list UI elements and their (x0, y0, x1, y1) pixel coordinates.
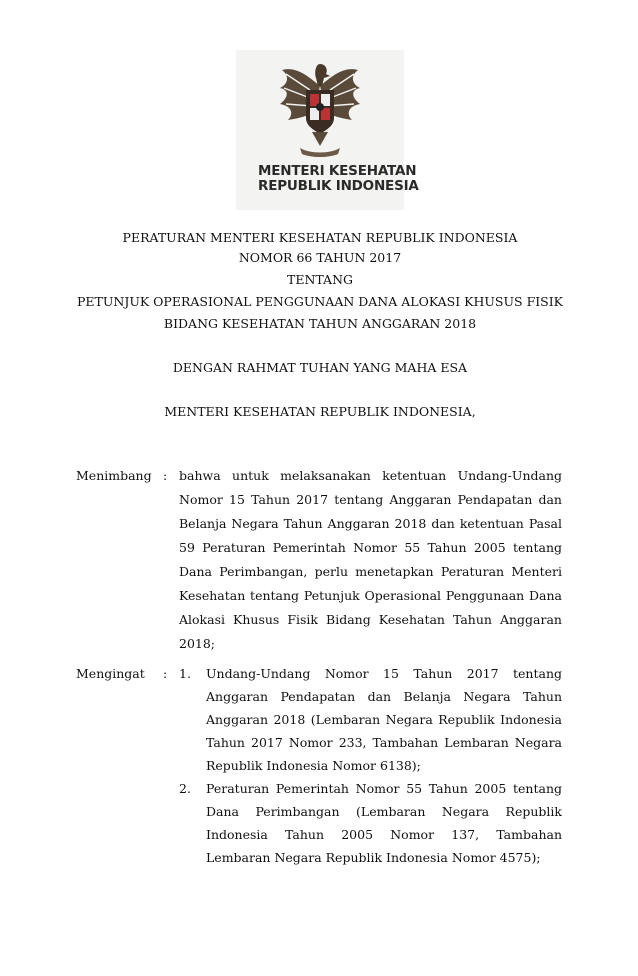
mengingat-item-text: Peraturan Pemerintah Nomor 55 Tahun 2005 tentang Dana Perimbangan (Lembaran Negara Republik Indonesia Tahun 2005 Nomor 137, Tambahan Lembaran Negara Republik Indonesia Nomor 4575); (206, 781, 562, 865)
regulation-issuer: MENTERI KESEHATAN REPUBLIK INDONESIA, (164, 404, 476, 419)
regulation-subject-line1: PETUNJUK OPERASIONAL PENGGUNAAN DANA ALOKASI KHUSUS FISIK (76, 294, 564, 309)
menimbang-colon: : (163, 468, 168, 483)
menimbang-text: bahwa untuk melaksanakan ketentuan Undang-Undang Nomor 15 Tahun 2017 tentang Anggaran Pendapatan dan Belanja Negara Tahun Anggaran 2018 dan ketentuan Pasal 59 Peraturan Pemerintah Nomor 55 Tahun 2005 tentang Dana Perimbangan, perlu menetapkan Peraturan Menteri Kesehatan tentang Petunjuk Operasional Penggunaan Dana Alokasi Khusus Fisik Bidang Kesehatan Tahun Anggaran 2018; (179, 468, 562, 651)
regulation-about: TENTANG (286, 272, 353, 287)
emblem-caption-line1: MENTERI KESEHATAN (258, 163, 417, 179)
ministry-emblem (236, 50, 419, 210)
regulation-title: PERATURAN MENTERI KESEHATAN REPUBLIK INDONESIA (122, 230, 518, 245)
emblem-caption-line2: REPUBLIK INDONESIA (258, 178, 419, 194)
regulation-number: NOMOR 66 TAHUN 2017 (238, 250, 402, 265)
mengingat-label: Mengingat (76, 666, 145, 681)
mengingat-item-number: 1. (179, 666, 191, 681)
menimbang-label: Menimbang (76, 468, 152, 483)
garuda-emblem-icon (270, 56, 370, 160)
mengingat-colon: : (163, 666, 168, 681)
regulation-blessing: DENGAN RAHMAT TUHAN YANG MAHA ESA (172, 360, 468, 375)
emblem-caption (258, 163, 419, 194)
mengingat-item-text: Undang-Undang Nomor 15 Tahun 2017 tentang Anggaran Pendapatan dan Belanja Negara Tahun Anggaran 2018 (Lembaran Negara Republik Indonesia Tahun 2017 Nomor 233, Tambahan Lembaran Negara Republik Indonesia Nomor 6138); (206, 666, 562, 773)
mengingat-item-number: 2. (179, 781, 191, 796)
regulation-subject-line2: BIDANG KESEHATAN TAHUN ANGGARAN 2018 (163, 316, 477, 331)
